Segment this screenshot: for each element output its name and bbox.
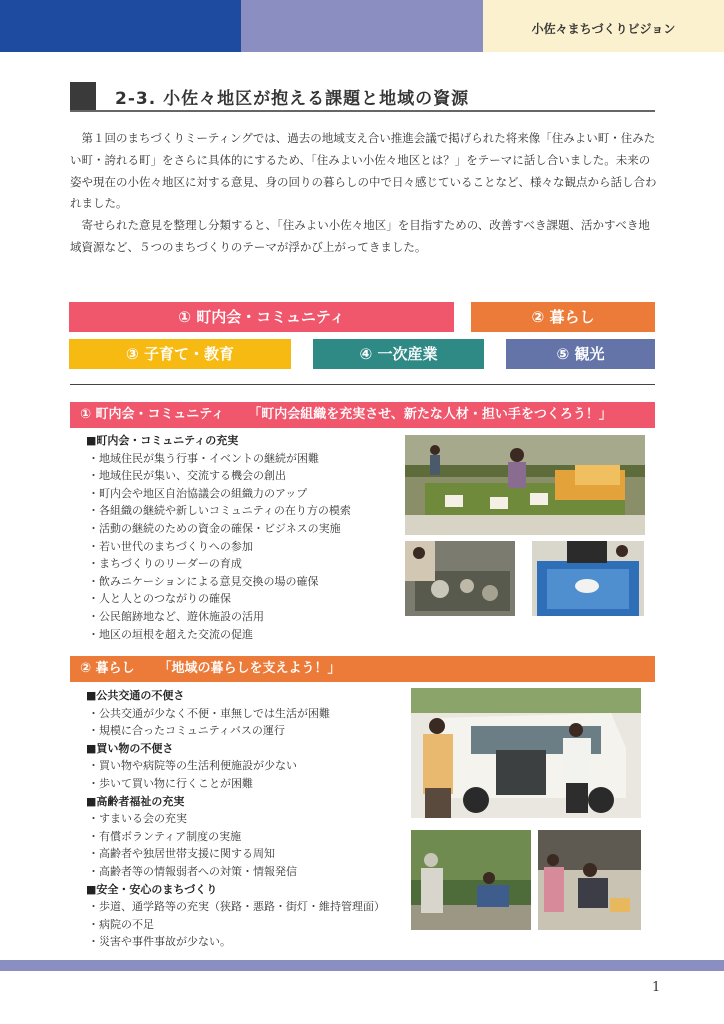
- theme-community: ① 町内会・コミュニティ: [69, 302, 454, 332]
- list-item: ・活動の継続のための資金の確保・ビジネスの実施: [88, 521, 341, 535]
- list-item: ・飲みニケーションによる意見交換の場の確保: [88, 574, 319, 588]
- fish-tank-photo: [532, 541, 644, 616]
- list-item: ・規模に合ったコミュニティバスの運行: [88, 724, 285, 738]
- list-heading: ■公共交通の不便さ: [86, 689, 185, 702]
- list-item: ・各組織の継続や新しいコミュニティの在り方の模索: [88, 504, 351, 518]
- intro-paragraph-2: 寄せられた意見を整理し分類すると、「住みよい小佐々地区」を目指すための、改善すべき課題、活かすべき地域資源など、５つのまちづくりのテーマが浮かび上がってきました。: [70, 218, 650, 254]
- section-title: 2-3. 小佐々地区が抱える課題と地域の資源: [115, 89, 470, 109]
- document-title: 小佐々まちづくりビジョン: [531, 22, 676, 36]
- category-bar-living: [70, 656, 655, 682]
- list-item: ・町内会や地区自治協議会の組織力のアップ: [88, 486, 308, 500]
- list-item: ・地域住民が集い、交流する機会の創出: [88, 469, 286, 483]
- list-item: ・公共交通が少なく不便・車無しでは生活が困難: [88, 706, 330, 720]
- elderly-support-photo: [538, 830, 641, 930]
- list-item: ・人と人とのつながりの確保: [88, 592, 231, 606]
- list-item: ・地域住民が集う行事・イベントの継続が困難: [88, 451, 319, 465]
- category-name: ② 暮らし: [80, 661, 135, 676]
- outdoor-volunteers-photo: [411, 830, 531, 930]
- theme-tourism: ⑤ 観光: [506, 339, 655, 369]
- theme-primary-industry: ④ 一次産業: [313, 339, 484, 369]
- list-heading: ■安全・安心のまちづくり: [86, 882, 218, 896]
- section-marker: [70, 82, 96, 110]
- themes-divider: [70, 384, 655, 385]
- list-item: ・有償ボランティア制度の実施: [88, 829, 242, 843]
- list-heading: ■買い物の不便さ: [86, 741, 174, 755]
- section-rule: [70, 110, 655, 112]
- category-bar-community: [70, 402, 655, 428]
- list-item: ・若い世代のまちづくりへの参加: [88, 539, 253, 553]
- list-heading: ■高齢者福祉の充実: [86, 794, 185, 808]
- theme-living: ② 暮らし: [471, 302, 655, 332]
- header-band-purple: [241, 0, 483, 52]
- list-item: ・買い物や病院等の生活利便施設が少ない: [88, 759, 297, 773]
- intro-text: [70, 128, 658, 259]
- header-band-blue: [0, 0, 241, 52]
- community-issue-list: [86, 432, 401, 643]
- market-stall-photo: [405, 435, 645, 535]
- list-item: ・歩道、通学路等の充実（狭路・悪路・街灯・維持管理面）: [88, 900, 385, 914]
- fishing-workshop-photo: [405, 541, 515, 616]
- intro-paragraph-1: 第１回のまちづくりミーティングでは、過去の地域支え合い推進会議で掲げられた将来像「住みよい町・住みたい町・誇れる町」をさらに具体的にするため、「住みよい小佐々地区とは？」をテーマに話し合いました。未来の姿や現在の小佐々地区に対する意見、身の回りの暮らしの中で日々感じていることなど、様々な観点から話し合われました。: [70, 131, 657, 211]
- community-bus-photo: [411, 688, 641, 818]
- living-issue-list: [86, 687, 406, 951]
- list-item: ・地区の垣根を超えた交流の促進: [88, 627, 253, 641]
- page-number: 1: [652, 980, 661, 995]
- category-name: ① 町内会・コミュニティ: [80, 407, 225, 422]
- list-heading: ■町内会・コミュニティの充実: [86, 434, 239, 447]
- list-item: ・まちづくりのリーダーの育成: [88, 557, 242, 571]
- list-item: ・すまいる会の充実: [88, 812, 187, 826]
- footer-band: [0, 960, 724, 971]
- list-item: ・公民館跡地など、遊休施設の活用: [88, 609, 264, 623]
- list-item: ・災害や事件事故が少ない。: [88, 935, 231, 949]
- theme-childcare-education: ③ 子育て・教育: [69, 339, 291, 369]
- category-slogan: 「町内会組織を充実させ、新たな人材・担い手をつくろう！」: [248, 407, 612, 422]
- list-item: ・歩いて買い物に行くことが困難: [88, 776, 253, 790]
- list-item: ・病院の不足: [88, 917, 154, 931]
- list-item: ・高齢者や独居世帯支援に関する周知: [88, 847, 275, 861]
- list-item: ・高齢者等の情報弱者への対策・情報発信: [88, 864, 297, 878]
- category-slogan: 「地域の暮らしを支えよう！」: [158, 661, 341, 676]
